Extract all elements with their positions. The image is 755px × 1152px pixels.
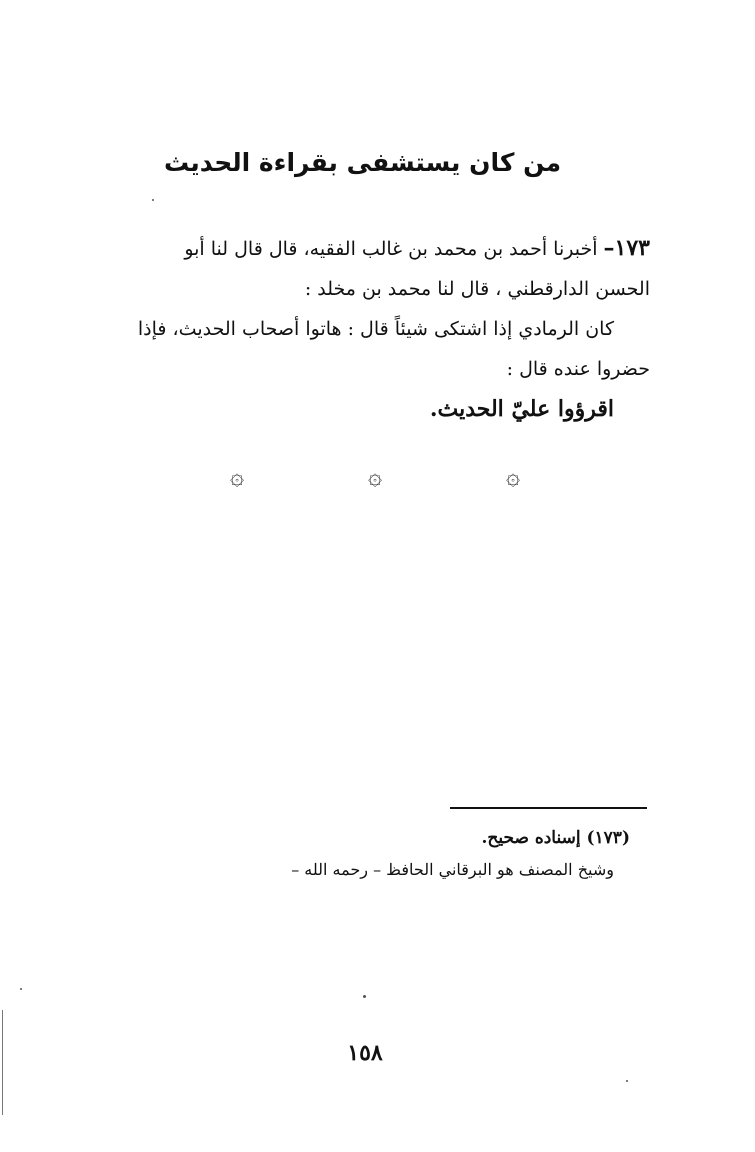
hadith-quote: اقرؤوا عليّ الحديث.: [429, 396, 614, 422]
section-divider: [230, 462, 520, 490]
page-number: ١٥٨: [347, 1040, 383, 1066]
footnotes: [260, 822, 650, 886]
hadith-line-2: الحسن الدارقطني ، قال لنا محمد بن مخلد :: [304, 278, 650, 300]
footnote-heading: (١٧٣) إسناده صحيح.: [481, 828, 630, 848]
scan-speck: [20, 988, 22, 990]
hadith-line-4: حضروا عنده قال :: [506, 358, 650, 380]
hadith-text: [80, 228, 650, 429]
footnote-rule: [450, 807, 647, 809]
hadith-line-1: [80, 228, 650, 269]
section-title: من كان يستشفى بقراءة الحديث: [163, 148, 562, 177]
hadith-line-3: كان الرمادي إذا اشتكى شيئاً قال : هاتوا أصحاب الحديث، فإذا: [137, 318, 614, 340]
scan-speck: [363, 995, 366, 998]
ornament-icon: ۞: [230, 462, 245, 490]
scan-edge-line: [2, 1010, 3, 1115]
hadith-line-1-text: أخبرنا أحمد بن محمد بن غالب الفقيه، قال قال لنا أبو: [184, 238, 598, 260]
hadith-number: ١٧٣–: [603, 235, 650, 261]
scan-speck: [152, 199, 154, 201]
footnote-text: وشيخ المصنف هو البرقاني الحافظ – رحمه الله –: [291, 860, 614, 879]
scan-speck: [626, 1080, 628, 1082]
ornament-icon: ۞: [505, 462, 520, 490]
ornament-icon: ۞: [367, 462, 383, 490]
